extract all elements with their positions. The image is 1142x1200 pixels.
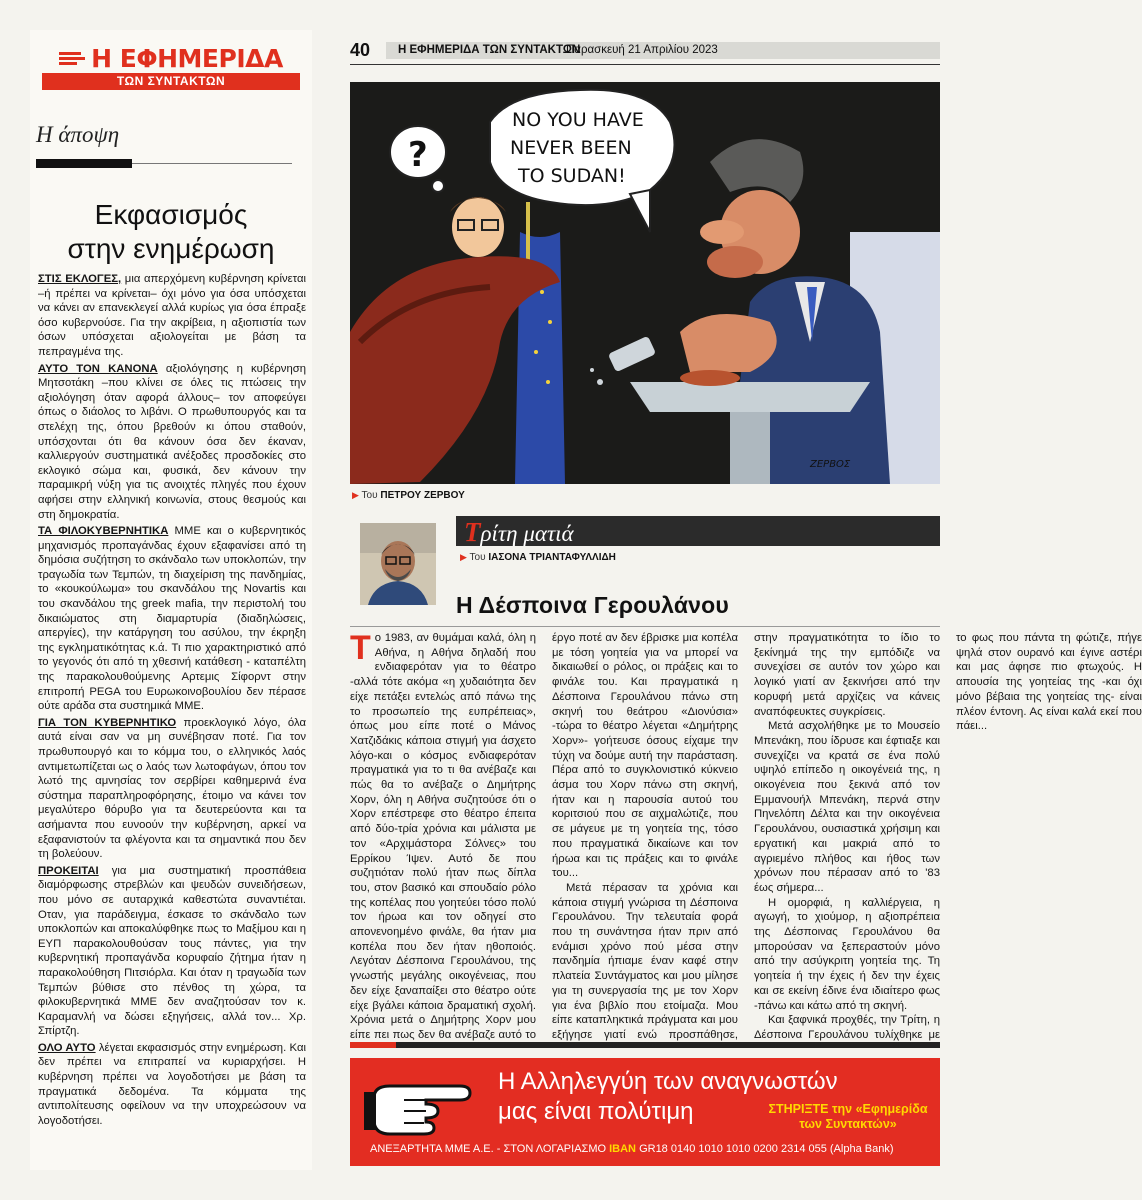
page-header-paper: Η ΕΦΗΜΕΡΙΔΑ ΤΩΝ ΣΥΝΤΑΚΤΩΝ [398,44,581,56]
cartoon-speech-line2: NEVER BEEN [510,137,632,159]
editorial-paragraph: ΓΙΑ ΤΟΝ ΚΥΒΕΡΝΗΤΙΚΟ προεκλογικό λόγο, όλα αυτά είναι σαν να μη συνέβησαν ποτέ. Για τον πρωθυπουργό και το κόμμα του, ο ελληνικός λαός αντιμετωπίζεται ως ο λαός των λωτοφάγων, όπου τον λωτό της αμνησίας τον σερβίρει καθημερινά ένα σύστημα παραπληροφόρησης, έτοιμο να κάνει τον μεγαλύτερο θόρυβο για τα δευτερεύοντα και τα ασήμαντα που ευνοούν την κυβέρνηση, αρκεί να εξαφανιστούν τα φλέγοντα και τα σημαντικά που δεν τη βολεύουν. [38,716,306,861]
column-title: Τρίτη ματιά [464,517,574,547]
column-credit: ▶ Του ΙΑΣΟΝΑ ΤΡΙΑΝΤΑΦΥΛΛΙΔΗ [460,552,616,563]
editorial-paragraph: ΑΥΤΟ ΤΟΝ ΚΑΝΟΝΑ αξιολόγησης η κυβέρνηση Μητσοτάκη –που κλίνει σε όλες τις πτώσεις την αξιολόγηση όταν αφορά άλλους– τον αποφεύγει όπως ο διάολος το λιβάνι. Ο πρωθυπουργός και τα στελέχη της, όπου βρεθούν κι όπου σταθούν, υπόσχονται ότι θα κάνουν όσα δεν έκαναν, καλλιεργούν συστηματικά ανέξοδες προσδοκίες στο εκλογικό σώμα και, φυσικά, δεν κάνουν την παραμικρή νύξη για τις ανοιχτές πληγές που έχουν αφήσει στην ελληνική κοινωνία, στους θεσμούς και στη δημοκρατία. [38,362,306,521]
article-paragraph: Μετά πέρασαν τα χρόνια και κάποια στιγμή γνώρισα τη Δέσποινα Γερουλάνου. Την τελευταία φορά που τη συνάντησα ήταν πριν από ενάμισι χρόνο πού μέσα στην πανδημία ήπιαμε έναν καφέ στην πλατεία Συντάγματος και μου μίλησε για τη συνεργασία της με τον Χορν για ένα βιβλίο που ετοίμαζα. Μου είπε καταπληκτικά πράγματα και μου εξήγησε γιατί ενώ προσπάθησε, στην πραγματικότητα το ίδιο το ξεκίνημά της την εμπόδιζε να συνεχίσει σε αυτόν τον χώρο και λογικό γιατί αν ξεκινήσει από την κορυφή μετά αρχίζεις να κάνεις αναπόφευκτες συγκρίσεις. [552,632,940,1041]
ad-headline: Η Αλληλεγγύη των αναγνωστών [498,1068,838,1095]
editorial-column [30,30,312,1170]
ad-top-rule [350,1042,940,1048]
cartoon-signature: ΖΕΡΒΟΣ [810,459,851,470]
section-rule-thin [132,163,292,164]
author-portrait [360,523,436,605]
editorial-paragraph: ΠΡΟΚΕΙΤΑΙ για μια συστηματική προσπάθεια διαμόρφωσης στρεβλών και ψευδών συνειδήσεων, που μόνο σε αυταρχικά καθεστώτα συναντιέται. Οταν, για παράδειγμα, έσκασε το σκάνδαλο των υποκλοπών και αποκαλύφθηκε πως το Μαξίμου και η ΕΥΠ παρακολουθούσαν τους πάντες, για την κυβερνητική προπαγάνδα κορυφαίο ζήτημα ήταν η παρακολούθηση Πιτσιόρλα. Και όταν η τραγωδία των Τεμπών βύθισε στο πένθος τη χώρα, τα φιλοκυβερνητικά ΜΜΕ δεν αναζητούσαν τον κ. Καραμανλή να δώσει εξηγήσεις, αλλά τον... Χρ. Σπίρτζη. [38,864,306,1038]
cartoon-speech-line1: NO YOU HAVE [512,109,644,131]
article-rule [350,626,940,627]
cartoon-illustration [350,82,940,484]
cartoon [350,82,940,484]
article-body [350,629,1142,1043]
page-number: 40 [350,40,371,60]
cartoon-credit: ▶ Του ΠΕΤΡΟΥ ΖΕΡΒΟΥ [352,490,465,501]
section-rule [36,159,132,168]
section-label: Η άποψη [36,122,120,147]
ad-cta: ΣΤΗΡΙΞΤΕ την «Εφημερίδα των Συντακτών» [768,1102,928,1131]
ad-footer: ΑΝΕΞΑΡΤΗΤΑ ΜΜΕ Α.Ε. - ΣΤΟΝ ΛΟΓΑΡΙΑΣΜΟ IBAN GR18 0140 1010 1010 0200 2314 055 (Alpha Bank) [370,1143,894,1155]
editorial-title: Εκφασισμός στην ενημέρωση [67,199,275,264]
article-paragraph: Το 1983, αν θυμάμαι καλά, όλη η Αθήνα, η Αθήνα δηλαδή που ενδιαφερόταν για το θέατρο -αλλά τότε ακόμα «η χυδαιότητα δεν είχε πετάξει εντελώς από πάνω της το προσωπείο της ευπρέπειας», όπως μου είπε ποτέ ο Μάνος Χατζιδάκις κάποια στιγμή για άσχετο λόγο-και ο κόσμος ενδιαφερόταν πραγματικά για το τι θα ανέβαζε και πώς θα το ανέβαζε ο Δημήτρης Χορν, όλη η Αθήνα συζητούσε ότι ο Χορν επέστρεφε στο θέατρο έπειτα από δύο-τρία χρόνια και μάλιστα με τον «Αρχιμάστορα Σόλνες» του Ερρίκου Ίψεν. Αυτό δε που συζητιόταν πολύ ήταν πως δίπλα του, στον βασικό και σπουδαίο ρόλο της κοπέλας που γοητεύει τόσο πολύ τον ήρωα και τον οδηγεί στο απονενοημένο φινάλε, θα ήταν μια κοπέλα που δεν ήταν ηθοποιός. Λεγόταν Δέσποινα Γερουλάνου, της γνωστής μεγάλης οικογένειας, που δεν είχε ξαναπαίξει στο θέατρο ούτε είχε βγάλει κάποια δραματική σχολή. Χρόνια μετά ο Δημήτρης Χορν μου είπε πει πως δεν θα ανέβαζε αυτό το έργο ποτέ αν δεν έβρισκε μια κοπέλα με τόση γοητεία για να μπορεί να δικαιωθεί ο ρόλος, οι πράξεις και το φινάλε του. Και πραγματικά η Δέσποινα Γερουλάνου πάνω στη σκηνή του θεάτρου «Διονύσια» -τώρα το θέατρο λέγεται «Δημήτρης Χορν»- γοήτευσε όσους είχαμε την τύχη να δούμε αυτή την παράσταση. Πέρα από το συγκλονιστικό κύκνειο άσμα του Χορν πάνω στη σκηνή, ήταν και η παρουσία αυτού του κοριτσιού που σε αιχμαλώτιζε, που σε μάγευε με τη γοητεία της, τόσο που πραγματικά δικαίωνε και τον ήρωα και τις πράξεις και το φινάλε του... [350,629,738,1041]
editorial-paragraph: ΤΑ ΦΙΛΟΚΥΒΕΡΝΗΤΙΚΑ ΜΜΕ και ο κυβερνητικός μηχανισμός προπαγάνδας έχουν εξαφανίσει από τη δημόσια συζήτηση το σκάνδαλο των υποκλοπών, την τραγωδία των Τεμπών, τη διαχείριση της πανδημίας, το «κουκούλωμα» του σκανδάλου της Novartis και του σκανδάλου της greek mafia, την περιστολή του δικαιώματος στη διαμαρτυρία (διαδηλώσεις, απεργίες), την κατάργηση του ασύλου, την έκρηξη της εγκληματικότητας κ.ά. Τι πιο χαρακτηριστικό από το γεγονός ότι από τη χθεσινή κατάθεση - καταπέλτη της παρακολουθούμενης Αρτεμις Σίφορντ στην επιτροπή PEGA του Ευρωκοινοβουλίου δεν πέρασε ούτε αράδα στα συστημικά ΜΜΕ. [38,525,306,713]
masthead-name: Η ΕΦΗΜΕΡΙΔΑ [91,44,283,73]
triangle-icon: ▶ [460,552,467,562]
masthead-stripes-icon [59,52,85,65]
pointing-hand-icon [364,1068,484,1138]
drop-cap: Τ [350,629,371,667]
editorial-paragraph: ΣΤΙΣ ΕΚΛΟΓΕΣ, μια απερχόμενη κυβέρνηση κρίνεται –ή πρέπει να κρίνεται– όχι μόνο για όσα υπόσχεται να κάνει αν επανεκλεγεί αλλά κυρίως για όσα έπραξε όσο κυβερνούσε. Για την ακρίβεια, η αξιοπιστία των όσων υπόσχεται αξιολογείται με βάση τα πεπραγμένα της. [38,273,306,358]
triangle-icon: ▶ [352,490,359,500]
ad-subheadline: μας είναι πολύτιμη [498,1098,694,1125]
author-photo [360,523,436,605]
cartoon-speech-line3: TO SUDAN! [518,165,626,187]
masthead [30,44,312,90]
cartoon-thought: ? [408,135,428,175]
column-title-bar [456,516,940,546]
page-header-date: Παρασκευή 21 Απριλίου 2023 [566,44,718,56]
article-paragraph: Μετά ασχολήθηκε με το Μουσείο Μπενάκη, που ίδρυσε και έφτιαξε και συνεχίζει να κρατά σε ένα πολύ υψηλό επίπεδο η οικογένειά της, η οικογένεια που ξεκινά από τον Εμμανουήλ Μπενάκη, περνά στην Πηνελόπη Δέλτα και την οικογένεια Γερουλάνου, ουσιαστικά χρήσιμη και εργατική και μακριά από το αγριεμένο πλήθος και ήθος των χρόνων που πέρασαν από το '83 έως σήμερα... [754,720,940,894]
article-paragraph: Η ομορφιά, η καλλιέργεια, η αγωγή, το χιούμορ, η αξιοπρέπεια της Δέσποινας Γερουλάνου θα μπορούσαν να ξεπεραστούν μόνο από την ασύγκριτη γοητεία της. Τη γοητεία ή την έχεις ή δεν την έχεις και σε εκείνη έδινε ένα ιδιαίτερο φως -πάνω και κάτω από τη σκηνή. [754,896,940,1012]
editorial-body [38,272,306,1130]
editorial-paragraph: ΟΛΟ ΑΥΤΟ λέγεται εκφασισμός στην ενημέρωση. Και δεν πρέπει να επιτραπεί να κυριαρχήσει. Η κυβέρνηση πρέπει να λογοδοτήσει με βάση τα πραγματικά δεδομένα. Τα κόμματα της αντιπολίτευσης οφείλουν να την υποχρεώσουν να λογοδοτήσει. [38,1041,306,1127]
article-paragraph: Και ξαφνικά προχθές, την Τρίτη, η Δέσποινα Γερουλάνου τυλίχθηκε με το φως που πάντα τη φώτιζε, πήγε ψηλά στον ουρανό και έγινε αστέρι και μας άφησε πιο φτωχούς. Η απουσία της γοητείας της -και όχι μόνο βέβαια της γοητείας της- είναι πλέον έντονη. Ας είναι καλά εκεί που πάει... [754,632,1142,1041]
page-header-rule [350,64,940,65]
masthead-subtitle: ΤΩΝ ΣΥΝΤΑΚΤΩΝ [42,73,300,90]
article-title: Η Δέσποινα Γερουλάνου [456,592,730,618]
solidarity-ad [350,1058,940,1166]
